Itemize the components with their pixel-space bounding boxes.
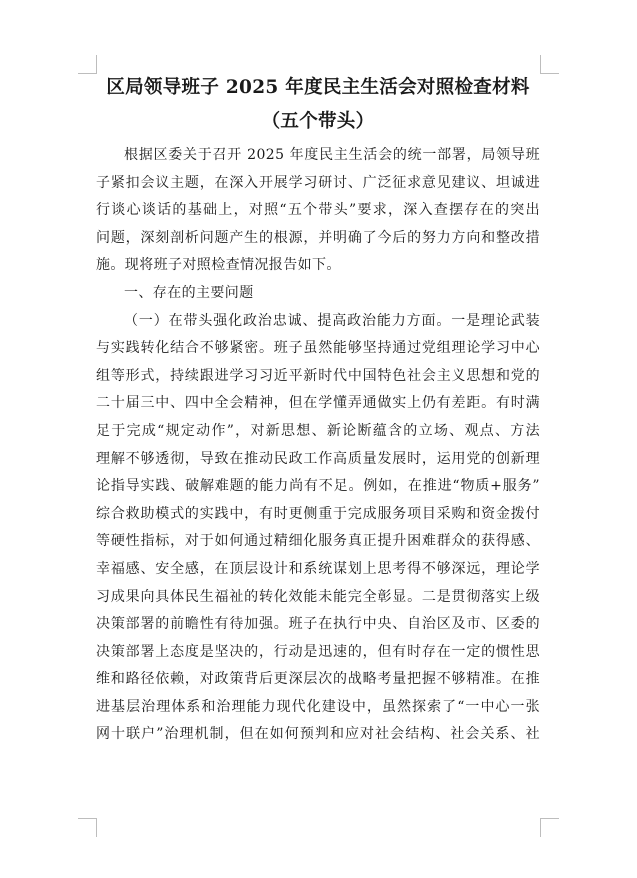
document-body <box>96 142 540 749</box>
text-line: 维和路径依赖，对政策背后更深层次的战略考量把握不够精准。在推 <box>96 671 540 688</box>
crop-mark-top-right <box>540 55 559 74</box>
text-line: 幸福感、安全感，在顶层设计和系统谋划上思考得不够深远，理论学 <box>96 560 540 577</box>
text-line: 问题，深刻剖析问题产生的根源，并明确了今后的努力方向和整改措 <box>96 229 540 246</box>
text-line: 与实践转化结合不够紧密。班子虽然能够坚持通过党组理论学习中心 <box>96 340 540 357</box>
text-line: 施。现将班子对照检查情况报告如下。 <box>96 257 341 274</box>
crop-mark-bottom-right <box>540 818 559 837</box>
text-line: 决策部署的前瞻性有待加强。班子在执行中央、自治区及市、区委的 <box>96 616 540 633</box>
text-line: 决策部署上态度是坚决的，行动是迅速的，但有时存在一定的惯性思 <box>96 643 540 660</box>
crop-mark-bottom-left <box>78 818 97 837</box>
text-line: 论指导实践、破解难题的能力尚有不足。例如，在推进“物质+服务” <box>96 478 540 495</box>
section-heading: 一、存在的主要问题 <box>124 284 254 301</box>
document-title: 区局领导班子 2025 年度民主生活会对照检查材料 <box>106 77 530 98</box>
text-line: 综合救助模式的实践中，有时更侧重于完成服务项目采购和资金拨付 <box>96 505 540 522</box>
section1-paragraph <box>96 308 540 750</box>
text-line: 习成果向具体民生福祉的转化效能未能完全彰显。二是贯彻落实上级 <box>96 588 540 605</box>
text-line: 二十届三中、四中全会精神，但在学懂弄通做实上仍有差距。有时满 <box>96 395 540 412</box>
text-line: 子紧扣会议主题，在深入开展学习研讨、广泛征求意见建议、坦诚进 <box>96 174 540 191</box>
document-subtitle: （五个带头） <box>261 111 375 132</box>
text-line: 理解不够透彻，导致在推动民政工作高质量发展时，运用党的创新理 <box>96 450 540 467</box>
intro-paragraph <box>96 142 540 280</box>
text-line: 网十联户”治理机制，但在如何预判和应对社会结构、社会关系、社 <box>96 726 540 743</box>
text-line: 进基层治理体系和治理能力现代化建设中，虽然探索了“一中心一张 <box>96 698 540 715</box>
text-line: 足于完成“规定动作”，对新思想、新论断蕴含的立场、观点、方法 <box>96 422 540 439</box>
text-line: 根据区委关于召开 2025 年度民主生活会的统一部署，局领导班 <box>124 147 540 163</box>
text-line: （一）在带头强化政治忠诚、提高政治能力方面。一是理论武装 <box>124 312 540 329</box>
text-line: 等硬性指标，对于如何通过精细化服务真正提升困难群众的获得感、 <box>96 533 540 550</box>
text-line: 行谈心谈话的基础上，对照“五个带头”要求，深入查摆存在的突出 <box>96 202 540 219</box>
crop-mark-top-left <box>78 55 97 74</box>
text-line: 组等形式，持续跟进学习习近平新时代中国特色社会主义思想和党的 <box>96 367 540 384</box>
